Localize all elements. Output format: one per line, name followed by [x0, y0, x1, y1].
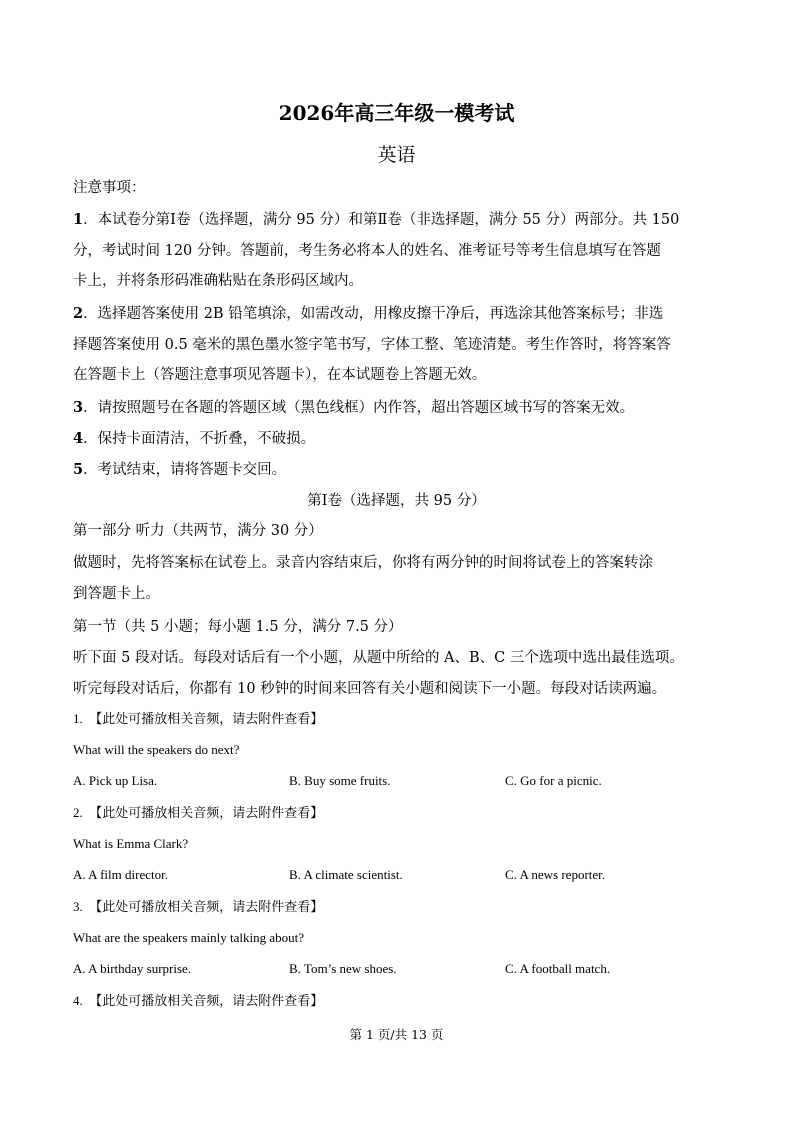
- question-3-option-b: B. Tom’s new shoes.: [289, 961, 397, 976]
- question-1-number: 1.: [73, 711, 83, 726]
- question-1-option-a: A. Pick up Lisa.: [73, 773, 158, 788]
- question-2-audio-note[interactable]: 【此处可播放相关音频，请去附件查看】: [89, 805, 324, 820]
- note-2-text: ．选择题答案使用 2B 铅笔填涂，如需改动，用橡皮擦干净后，再选涂其他答案标号；非选: [83, 306, 664, 322]
- question-4-audio-note[interactable]: 【此处可播放相关音频，请去附件查看】: [89, 993, 324, 1008]
- page-footer: 第 1 页/共 13 页: [349, 1027, 444, 1042]
- exam-title: 2026年高三年级一模考试: [278, 101, 515, 125]
- note-5-number: 5: [73, 461, 84, 478]
- note-2-number: 2: [73, 305, 84, 322]
- question-3-stem: What are the speakers mainly talking about?: [73, 930, 305, 945]
- note-1-number: 1: [73, 211, 84, 228]
- notes-heading: 注意事项：: [73, 180, 146, 196]
- instruction-line-4: 听完每段对话后，你都有 10 秒钟的时间来回答有关小题和阅读下一小题。每段对话读两遍。: [73, 681, 667, 697]
- note-3: [73, 398, 634, 418]
- subject-title: 英语: [377, 144, 416, 166]
- question-1-option-b: B. Buy some fruits.: [289, 773, 391, 788]
- volume-heading: 第Ⅰ卷（选择题，共 95 分）: [307, 493, 486, 509]
- section-1-heading: 第一节（共 5 小题；每小题 1.5 分，满分 7.5 分）: [73, 619, 403, 635]
- note-4: [73, 429, 315, 449]
- note-1-line-2: 分，考试时间 120 分钟。答题前，考生务必将本人的姓名、准考证号等考生信息填写在答题: [73, 243, 661, 259]
- question-2-option-c: C. A news reporter.: [505, 867, 606, 882]
- question-1-audio-row: [73, 710, 323, 728]
- note-2-line-2: 择题答案使用 0.5 毫米的黑色墨水签字笔书写，字体工整、笔迹清楚。考生作答时，将答案答: [73, 337, 671, 353]
- note-4-number: 4: [73, 430, 84, 447]
- question-1-stem: What will the speakers do next?: [73, 742, 240, 757]
- question-2-stem: What is Emma Clark?: [73, 836, 189, 851]
- instruction-line-1: 做题时，先将答案标在试卷上。录音内容结束后，你将有两分钟的时间将试卷上的答案转涂: [73, 555, 653, 571]
- note-3-number: 3: [73, 399, 84, 416]
- question-3-option-c: C. A football match.: [505, 961, 611, 976]
- note-2-line-1: [73, 304, 663, 324]
- note-3-text: ．请按照题号在各题的答题区域（黑色线框）内作答，超出答题区域书写的答案无效。: [83, 400, 635, 416]
- question-2-option-b: B. A climate scientist.: [289, 867, 403, 882]
- question-2-audio-row: [73, 804, 323, 822]
- instruction-line-2: 到答题卡上。: [73, 586, 160, 602]
- question-3-audio-note[interactable]: 【此处可播放相关音频，请去附件查看】: [89, 899, 324, 914]
- note-1-line-3: 卡上，并将条形码准确粘贴在条形码区域内。: [73, 273, 363, 289]
- question-1-audio-note[interactable]: 【此处可播放相关音频，请去附件查看】: [89, 711, 324, 726]
- question-1-option-c: C. Go for a picnic.: [505, 773, 602, 788]
- question-3-number: 3.: [73, 899, 83, 914]
- note-4-text: ．保持卡面清洁，不折叠，不破损。: [83, 431, 316, 447]
- question-4-number: 4.: [73, 993, 83, 1008]
- note-1-line-1: [73, 210, 679, 230]
- question-2-option-a: A. A film director.: [73, 867, 168, 882]
- note-1-text: ．本试卷分第Ⅰ卷（选择题，满分 95 分）和第Ⅱ卷（非选择题，满分 55 分）两部分。共 150: [83, 212, 680, 228]
- note-2-line-3: 在答题卡上（答题注意事项见答题卡），在本试题卷上答题无效。: [73, 367, 487, 383]
- question-3-audio-row: [73, 898, 323, 916]
- question-3-option-a: A. A birthday surprise.: [73, 961, 192, 976]
- note-5-text: ．考试结束，请将答题卡交回。: [83, 462, 287, 478]
- question-4-audio-row: [73, 992, 323, 1010]
- part-1-heading: 第一部分 听力（共两节，满分 30 分）: [73, 523, 323, 539]
- note-5: [73, 460, 286, 480]
- question-2-number: 2.: [73, 805, 83, 820]
- instruction-line-3: 听下面 5 段对话。每段对话后有一个小题，从题中所给的 A、B、C 三个选项中选出最佳选项。: [73, 650, 684, 666]
